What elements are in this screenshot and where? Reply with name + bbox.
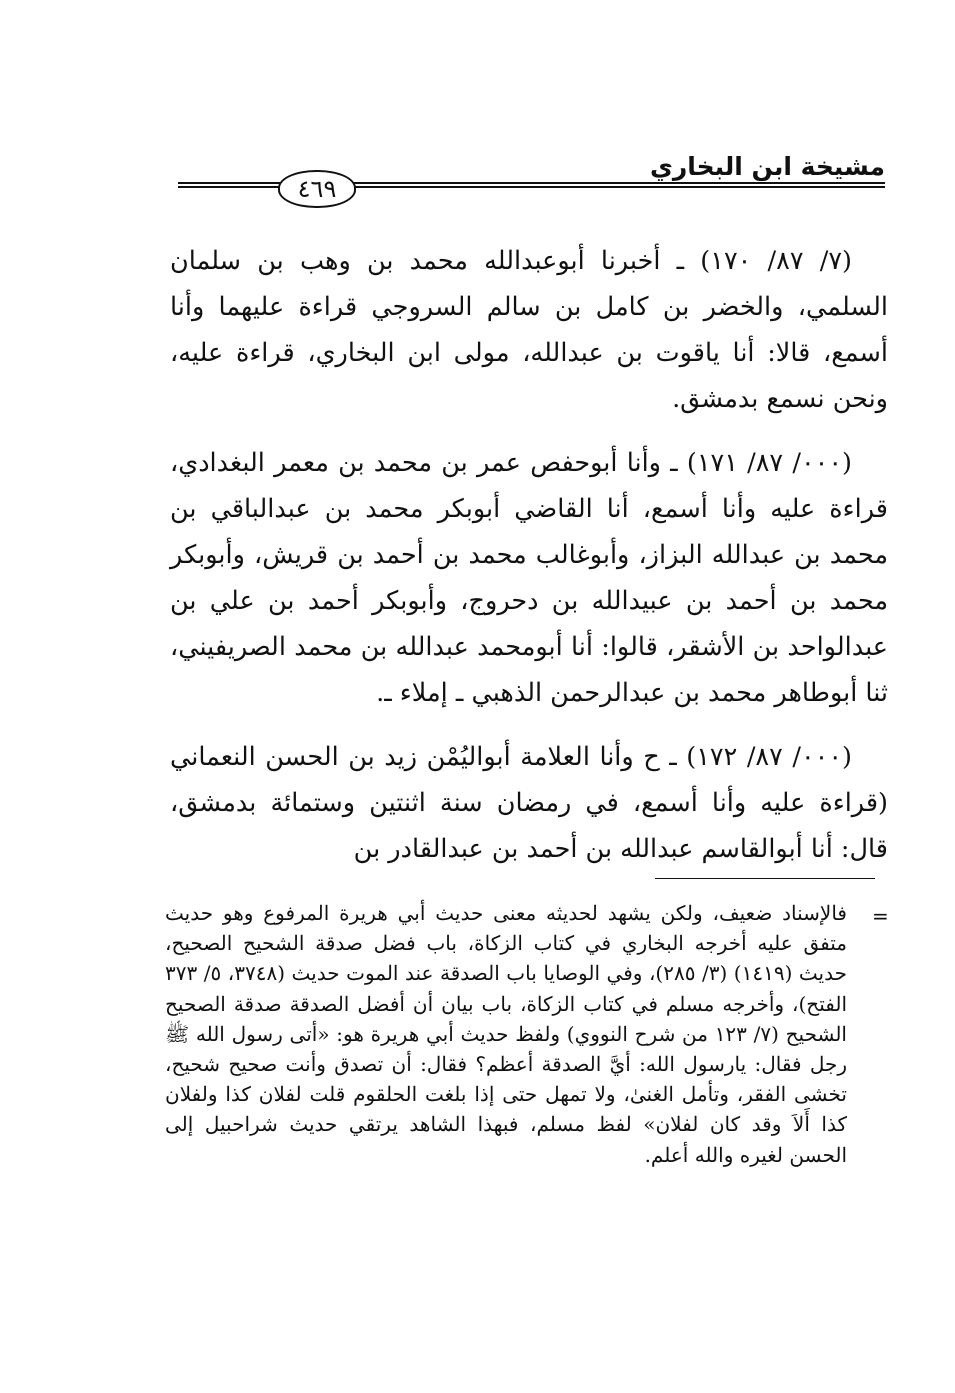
footnote-continuation-marker: = <box>872 904 889 928</box>
footnote-separator <box>655 878 875 879</box>
footnote-text: فالإسناد ضعيف، ولكن يشهد لحديثه معنى حديث أبي هريرة المرفوع وهو حديث متفق عليه أخرجه البخاري في كتاب الزكاة، باب فضل صدقة الشحيح الصحيح، حديث (١٤١٩) (٣/ ٢٨٥)، وفي الوصايا باب الصدقة عند الموت حديث (٣٧٤٨، ٥/ ٣٧٣ الفتح)، وأخرجه مسلم في كتاب الزكاة، باب بيان أن أفضل الصدقة صدقة الصحيح الشحيح (٧/ ١٢٣ من شرح النووي) ولفظ حديث أبي هريرة هو: «أتى رسول الله ﷺ رجل فقال: يارسول الله: أيَّ الصدقة أعظم؟ فقال: أن تصدق وأنت صحيح شحيح، تخشى الفقر، وتأمل الغنىٰ، ولا تمهل حتى إذا بلغت الحلقوم قلت لفلان كذا ولفلان كذا أَلاَ وقد كان لفلان» لفظ مسلم، فبهذا الشاهد يرتقي حديث شراحبيل إلى الحسن لغيره والله أعلم. <box>165 901 847 1167</box>
paragraph-hadith-170: (٧/ ٨٧/ ١٧٠) ـ أخبرنا أبوعبدالله محمد بن وهب بن سلمان السلمي، والخضر بن كامل بن سالم السروجي قراءة عليهما وأنا أسمع، قالا: أنا ياقوت بن عبدالله، مولى ابن البخاري، قراءة عليه، ونحن نسمع بدمشق. <box>170 246 888 414</box>
book-title: مشيخة ابن البخاري <box>649 152 885 181</box>
page-number: ٤٦٩ <box>278 170 356 208</box>
main-text <box>170 238 888 890</box>
paragraph-hadith-172: (٠٠٠/ ٨٧/ ١٧٢) ـ ح وأنا العلامة أبواليُمْن زيد بن الحسن النعماني (قراءة عليه وأنا أسمع، في رمضان سنة اثنتين وستمائة بدمشق، قال: أنا أبوالقاسم عبدالله بن أحمد بن عبدالقادر بن <box>170 742 888 864</box>
header-rule-right <box>352 182 885 188</box>
page-header <box>170 150 885 210</box>
paragraph-hadith-171: (٠٠٠/ ٨٧/ ١٧١) ـ وأنا أبوحفص عمر بن محمد بن معمر البغدادي، قراءة عليه وأنا أسمع، أنا القاضي أبوبكر محمد بن عبدالباقي بن محمد بن عبدالله البزاز، وأبوغالب محمد بن أحمد بن قريش، وأبوبكر محمد بن أحمد بن عبيدالله بن دحروج، وأبوبكر أحمد بن علي بن عبدالواحد بن الأشقر، قالوا: أنا أبومحمد عبدالله بن محمد الصريفيني، ثنا أبوطاهر محمد بن عبدالرحمن الذهبي ـ إملاء ـ. <box>170 448 888 708</box>
header-rule-left <box>178 182 280 188</box>
